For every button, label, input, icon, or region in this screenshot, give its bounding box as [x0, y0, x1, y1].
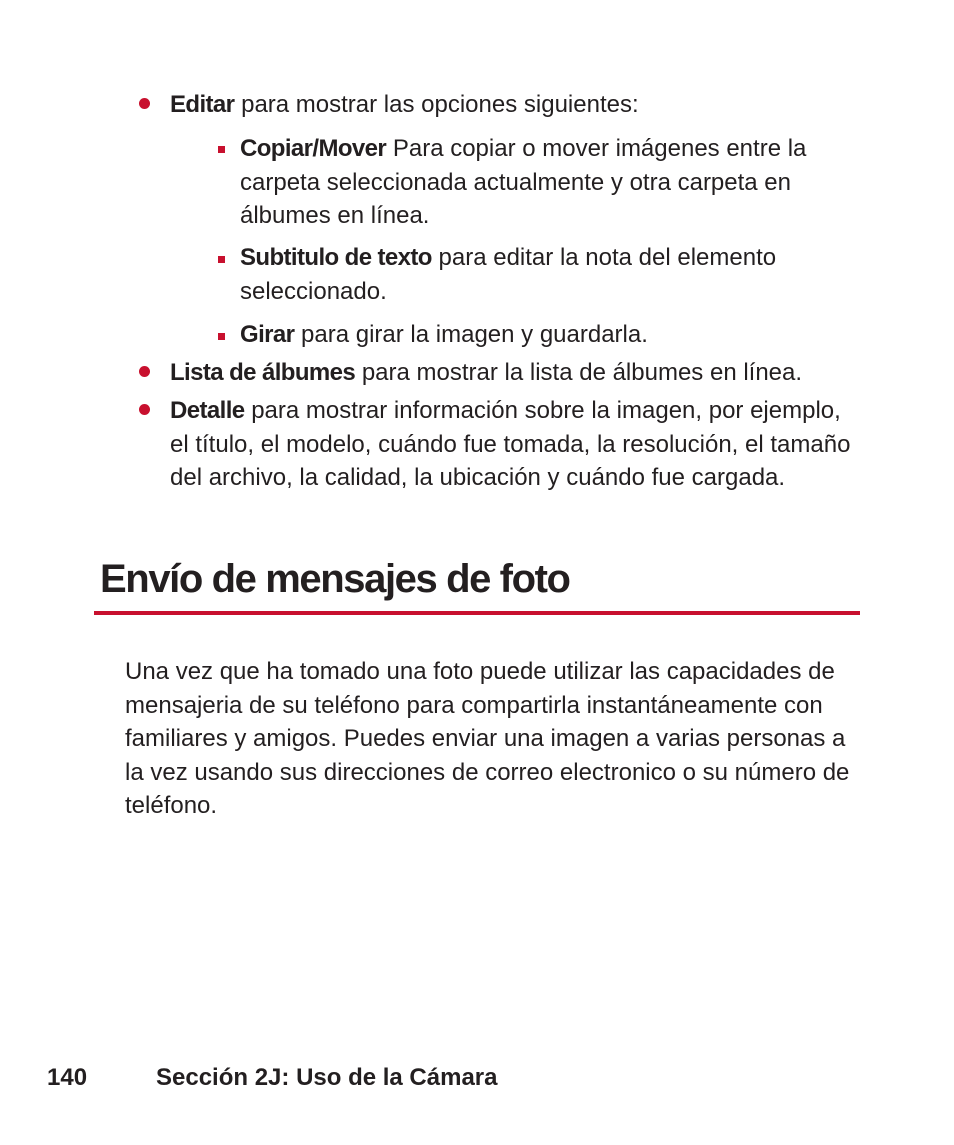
list-item-detalle: [170, 394, 860, 495]
term-lista-albumes: Lista de álbumes: [170, 359, 356, 386]
term-subtitulo: Subtitulo de texto: [240, 244, 432, 271]
section-heading: Envío de mensajes de foto: [100, 557, 570, 601]
section-paragraph: Una vez que ha tomado una foto puede utilizar las capacidades de mensajeria de su teléfono para compartirla instantáneamente con familiares y amigos. Puedes enviar una imagen a varias personas a la vez usando sus direcciones de correo electronico o su número de teléfono.: [125, 658, 850, 819]
sub-bullet-square-icon: [218, 333, 225, 340]
heading-rule: [94, 611, 860, 615]
sub-item-copiar-mover: [240, 132, 865, 233]
sub-item-girar: [240, 318, 860, 352]
list-item-editar: [170, 88, 860, 122]
term-editar: Editar: [170, 91, 235, 118]
footer-section-title: Sección 2J: Uso de la Cámara: [156, 1064, 498, 1091]
description-girar: para girar la imagen y guardarla.: [301, 321, 648, 348]
term-girar: Girar: [240, 321, 295, 348]
list-item-lista-albumes: [170, 356, 870, 390]
bullet-dot-icon: [139, 98, 150, 109]
description-subtitulo: para editar la nota del elemento seleccionado.: [240, 244, 777, 305]
term-copiar-mover: Copiar/Mover: [240, 135, 387, 162]
description-copiar-mover: Para copiar o mover imágenes entre la carpeta seleccionada actualmente y otra carpeta en álbumes en línea.: [240, 135, 807, 229]
page-number: 140: [47, 1064, 88, 1091]
description-detalle: para mostrar información sobre la imagen, por ejemplo, el título, el modelo, cuándo fue tomada, la resolución, el tamaño del archivo, la calidad, la ubicación y cuándo fue cargada.: [170, 397, 851, 491]
description-lista-albumes: para mostrar la lista de álbumes en línea.: [361, 359, 803, 386]
sub-item-subtitulo: [240, 241, 860, 308]
bullet-dot-icon: [139, 366, 150, 377]
term-detalle: Detalle: [170, 397, 245, 424]
description-editar: para mostrar las opciones siguientes:: [241, 91, 639, 118]
bullet-dot-icon: [139, 404, 150, 415]
sub-bullet-square-icon: [218, 146, 225, 153]
sub-bullet-square-icon: [218, 256, 225, 263]
